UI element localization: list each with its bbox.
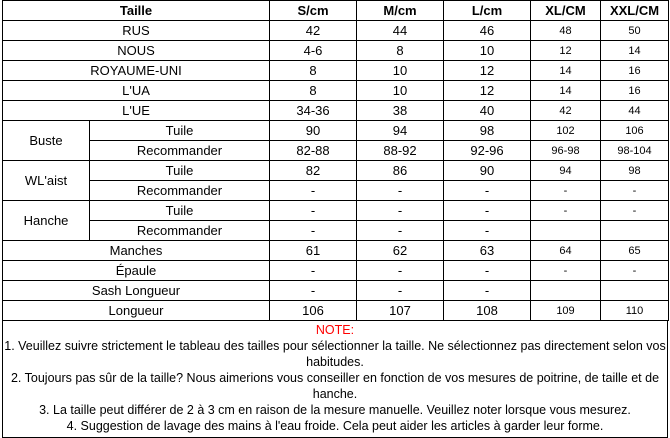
size-value-cell: 14: [601, 41, 669, 61]
size-value-cell: 82: [270, 161, 357, 181]
size-value-cell: 64: [531, 241, 601, 261]
row-label: Longueur: [3, 301, 270, 321]
size-value-cell: 8: [270, 61, 357, 81]
size-value-cell: 4-6: [270, 41, 357, 61]
table-row: [3, 81, 669, 101]
size-value-cell: -: [601, 261, 669, 281]
note-line: 3. La taille peut différer de 2 à 3 cm en raison de la mesure manuelle. Veuillez noter lorsque vous mesurez.: [39, 403, 631, 417]
size-value-cell: 10: [357, 61, 444, 81]
size-value-cell: -: [601, 201, 669, 221]
size-value-cell: 14: [531, 61, 601, 81]
header-size-m: M/cm: [357, 1, 444, 21]
table-row: [3, 221, 669, 241]
size-value-cell: 46: [444, 21, 531, 41]
header-row: [3, 1, 669, 21]
row-label: NOUS: [3, 41, 270, 61]
size-value-cell: 34-36: [270, 101, 357, 121]
size-value-cell: 106: [270, 301, 357, 321]
size-value-cell: 94: [357, 121, 444, 141]
size-value-cell: -: [270, 261, 357, 281]
size-value-cell: 12: [531, 41, 601, 61]
size-value-cell: 48: [531, 21, 601, 41]
group-label: Hanche: [3, 201, 90, 241]
table-row: [3, 41, 669, 61]
notes-title: NOTE:: [315, 323, 355, 337]
size-value-cell: 98: [601, 161, 669, 181]
row-label: ROYAUME-UNI: [3, 61, 270, 81]
table-row: [3, 161, 669, 181]
table-row: [3, 201, 669, 221]
note-line: 4. Suggestion de lavage des mains à l'eau froide. Cela peut aider les articles à garder leur forme.: [66, 419, 604, 433]
row-label: Manches: [3, 241, 270, 261]
sub-row-label: Tuile: [90, 161, 270, 181]
table-row: [3, 61, 669, 81]
sub-row-label: Tuile: [90, 121, 270, 141]
table-row: [3, 101, 669, 121]
size-value-cell: -: [444, 181, 531, 201]
sub-row-label: Recommander: [90, 221, 270, 241]
size-value-cell: 98: [444, 121, 531, 141]
group-label: Buste: [3, 121, 90, 161]
size-value-cell: 16: [601, 61, 669, 81]
size-value-cell: 106: [601, 121, 669, 141]
size-value-cell: -: [270, 181, 357, 201]
table-row: [3, 141, 669, 161]
size-value-cell: 90: [270, 121, 357, 141]
sub-row-label: Recommander: [90, 141, 270, 161]
size-value-cell: 16: [601, 81, 669, 101]
header-size-label: Taille: [3, 1, 270, 21]
size-value-cell: 110: [601, 301, 669, 321]
size-value-cell: 40: [444, 101, 531, 121]
notes-section: [2, 321, 668, 438]
table-row: [3, 21, 669, 41]
size-value-cell: -: [270, 201, 357, 221]
size-value-cell: 94: [531, 161, 601, 181]
size-value-cell: [601, 221, 669, 241]
size-value-cell: 92-96: [444, 141, 531, 161]
size-value-cell: 8: [270, 81, 357, 101]
size-value-cell: [531, 221, 601, 241]
size-value-cell: 86: [357, 161, 444, 181]
size-value-cell: 90: [444, 161, 531, 181]
sub-row-label: Tuile: [90, 201, 270, 221]
sub-row-label: Recommander: [90, 181, 270, 201]
row-label: Épaule: [3, 261, 270, 281]
group-label: WL'aist: [3, 161, 90, 201]
size-value-cell: 63: [444, 241, 531, 261]
size-value-cell: 65: [601, 241, 669, 261]
size-value-cell: 12: [444, 61, 531, 81]
size-value-cell: -: [357, 181, 444, 201]
size-value-cell: -: [531, 201, 601, 221]
size-value-cell: 108: [444, 301, 531, 321]
size-value-cell: 82-88: [270, 141, 357, 161]
size-value-cell: -: [531, 261, 601, 281]
size-value-cell: -: [357, 201, 444, 221]
size-value-cell: 10: [444, 41, 531, 61]
size-value-cell: -: [357, 281, 444, 301]
size-value-cell: 50: [601, 21, 669, 41]
size-value-cell: 96-98: [531, 141, 601, 161]
row-label: L'UE: [3, 101, 270, 121]
size-value-cell: -: [444, 201, 531, 221]
size-value-cell: 8: [357, 41, 444, 61]
size-value-cell: 61: [270, 241, 357, 261]
size-value-cell: -: [531, 181, 601, 201]
size-value-cell: -: [270, 281, 357, 301]
table-row: [3, 121, 669, 141]
header-size-l: L/cm: [444, 1, 531, 21]
size-table: [2, 0, 669, 321]
size-value-cell: 12: [444, 81, 531, 101]
row-label: L'UA: [3, 81, 270, 101]
note-line: 2. Toujours pas sûr de la taille? Nous aimerions vous conseiller en fonction de vos mesures de poitrine, de taille et de hanche.: [10, 371, 660, 401]
size-value-cell: -: [444, 281, 531, 301]
size-value-cell: 98-104: [601, 141, 669, 161]
size-value-cell: -: [270, 221, 357, 241]
size-value-cell: 107: [357, 301, 444, 321]
size-table-body: [3, 1, 669, 321]
size-value-cell: 44: [601, 101, 669, 121]
row-label: Sash Longueur: [3, 281, 270, 301]
size-value-cell: 42: [531, 101, 601, 121]
size-value-cell: 42: [270, 21, 357, 41]
size-value-cell: 88-92: [357, 141, 444, 161]
size-value-cell: 62: [357, 241, 444, 261]
size-value-cell: -: [444, 221, 531, 241]
size-value-cell: 109: [531, 301, 601, 321]
size-chart: [2, 0, 668, 438]
table-row: [3, 301, 669, 321]
table-row: [3, 281, 669, 301]
size-value-cell: [531, 281, 601, 301]
header-size-xl: XL/CM: [531, 1, 601, 21]
size-value-cell: 38: [357, 101, 444, 121]
size-value-cell: 14: [531, 81, 601, 101]
size-value-cell: 44: [357, 21, 444, 41]
row-label: RUS: [3, 21, 270, 41]
size-value-cell: 102: [531, 121, 601, 141]
size-value-cell: 10: [357, 81, 444, 101]
size-value-cell: -: [357, 261, 444, 281]
table-row: [3, 261, 669, 281]
size-value-cell: -: [444, 261, 531, 281]
size-value-cell: -: [357, 221, 444, 241]
table-row: [3, 181, 669, 201]
size-value-cell: [601, 281, 669, 301]
header-size-xxl: XXL/CM: [601, 1, 669, 21]
note-line: 1. Veuillez suivre strictement le tableau des tailles pour sélectionner la taille. Ne sélectionnez pas directement selon vos habitudes.: [4, 339, 666, 369]
size-value-cell: -: [601, 181, 669, 201]
header-size-s: S/cm: [270, 1, 357, 21]
table-row: [3, 241, 669, 261]
